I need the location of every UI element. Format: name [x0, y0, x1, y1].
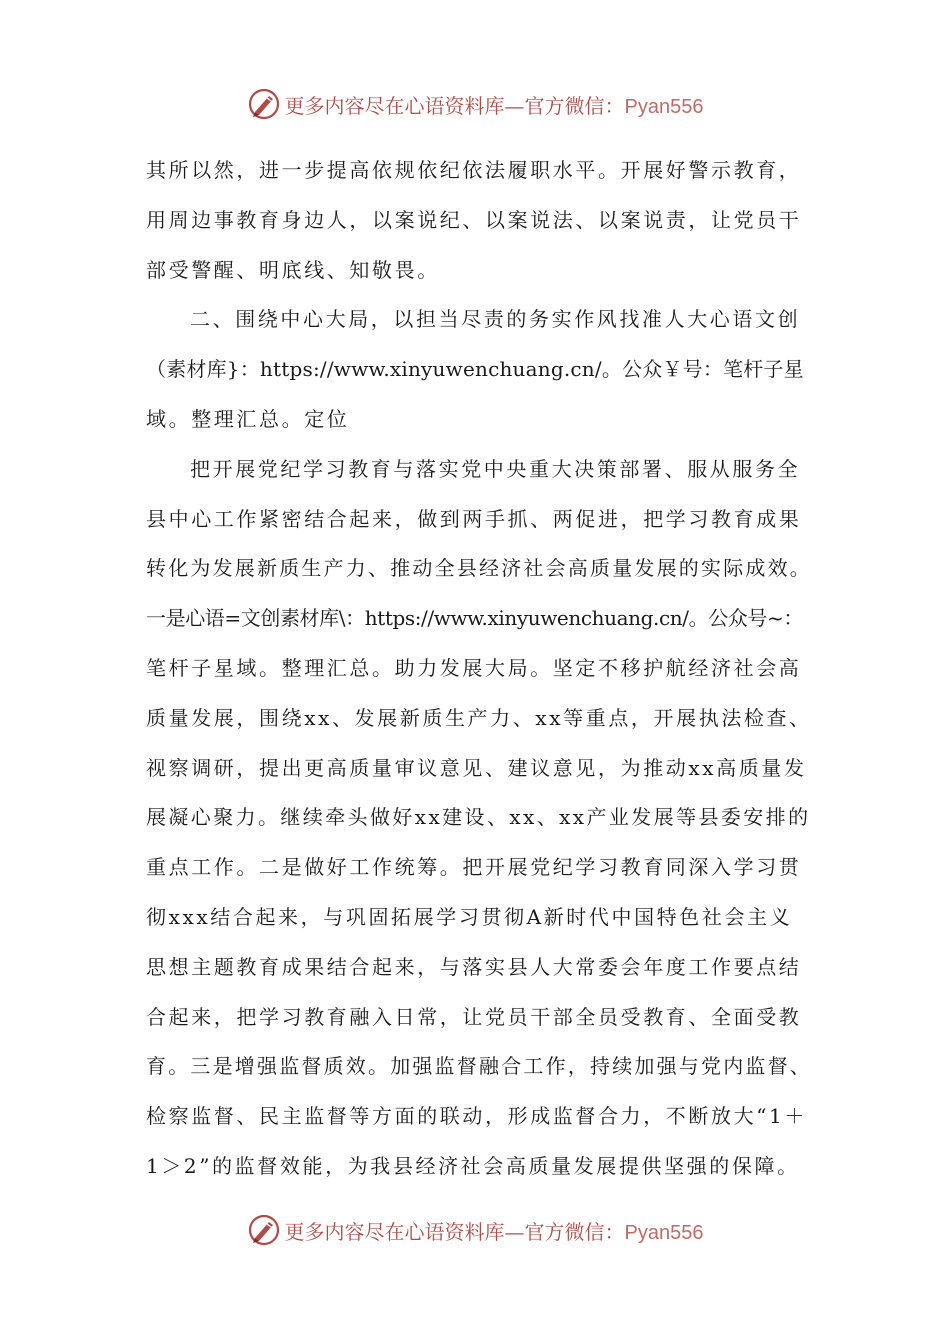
section-heading-line: 二、围绕中心大局，以担当尽责的务实作风找准人大心语文创 [190, 307, 801, 332]
document-body [146, 146, 812, 1192]
body-line: 转化为发展新质生产力、推动全县经济社会高质量发展的实际成效。 [146, 556, 812, 581]
body-line: 思想主题教育成果结合起来，与落实县人大常委会年度工作要点结 [146, 954, 802, 979]
body-line: （素材库}：https://www.xinyuwenchuang.cn/。公众￥号：笔杆子星 [146, 357, 804, 382]
pen-logo-icon [247, 87, 281, 121]
body-line: 部受警醒、明底线、知敬畏。 [146, 257, 440, 282]
footer-banner-text: 更多内容尽在心语资料库—官方微信：Pyan556 [284, 1219, 704, 1244]
body-line: 其所以然，进一步提高依规依纪依法履职水平。开展好警示教育， [146, 158, 802, 182]
body-line: 育。三是增强监督质效。加强监督融合工作，持续加强与党内监督、 [146, 1054, 812, 1079]
body-line: 域。整理汇总。定位 [146, 406, 350, 431]
body-line: 展凝心聚力。继续牵头做好xx建设、xx、xx产业发展等县委安排的 [146, 805, 811, 830]
pen-logo-icon [247, 1213, 281, 1247]
body-line: 重点工作。二是做好工作统筹。把开展党纪学习教育同深入学习贯 [146, 855, 802, 880]
body-line: 质量发展，围绕xx、发展新质生产力、xx等重点，开展执法检查、 [146, 705, 812, 730]
footer-banner [0, 1208, 950, 1252]
body-line: 笔杆子星域。整理汇总。助力发展大局。坚定不移护航经济社会高 [146, 655, 802, 680]
body-line: 检察监督、民主监督等方面的联动，形成监督合力，不断放大“1＋ [146, 1104, 807, 1129]
paragraph-first-line: 把开展党纪学习教育与落实党中央重大决策部署、服从服务全 [190, 456, 801, 481]
header-wechat-id: Pyan556 [624, 95, 704, 118]
body-line: 1＞2”的监督效能，为我县经济社会高质量发展提供坚强的保障。 [146, 1153, 800, 1178]
body-line: 视察调研，提出更高质量审议意见、建议意见，为推动xx高质量发 [146, 755, 807, 780]
body-line: 合起来，把学习教育融入日常，让党员干部全员受教育、全面受教 [146, 1004, 802, 1029]
footer-wechat-id: Pyan556 [624, 1221, 704, 1244]
body-line: 彻xxx结合起来，与巩固拓展学习贯彻A新时代中国特色社会主义 [146, 904, 793, 929]
header-banner [0, 82, 950, 126]
header-banner-text: 更多内容尽在心语资料库—官方微信：Pyan556 [284, 93, 704, 118]
body-line: 一是心语=文创素材库\：https://www.xinyuwenchuang.cn/。公众号~： [146, 606, 803, 631]
body-line: 用周边事教育身边人，以案说纪、以案说法、以案说责，让党员干 [146, 207, 802, 232]
body-line: 县中心工作紧密结合起来，做到两手抓、两促进，把学习教育成果 [146, 506, 802, 531]
